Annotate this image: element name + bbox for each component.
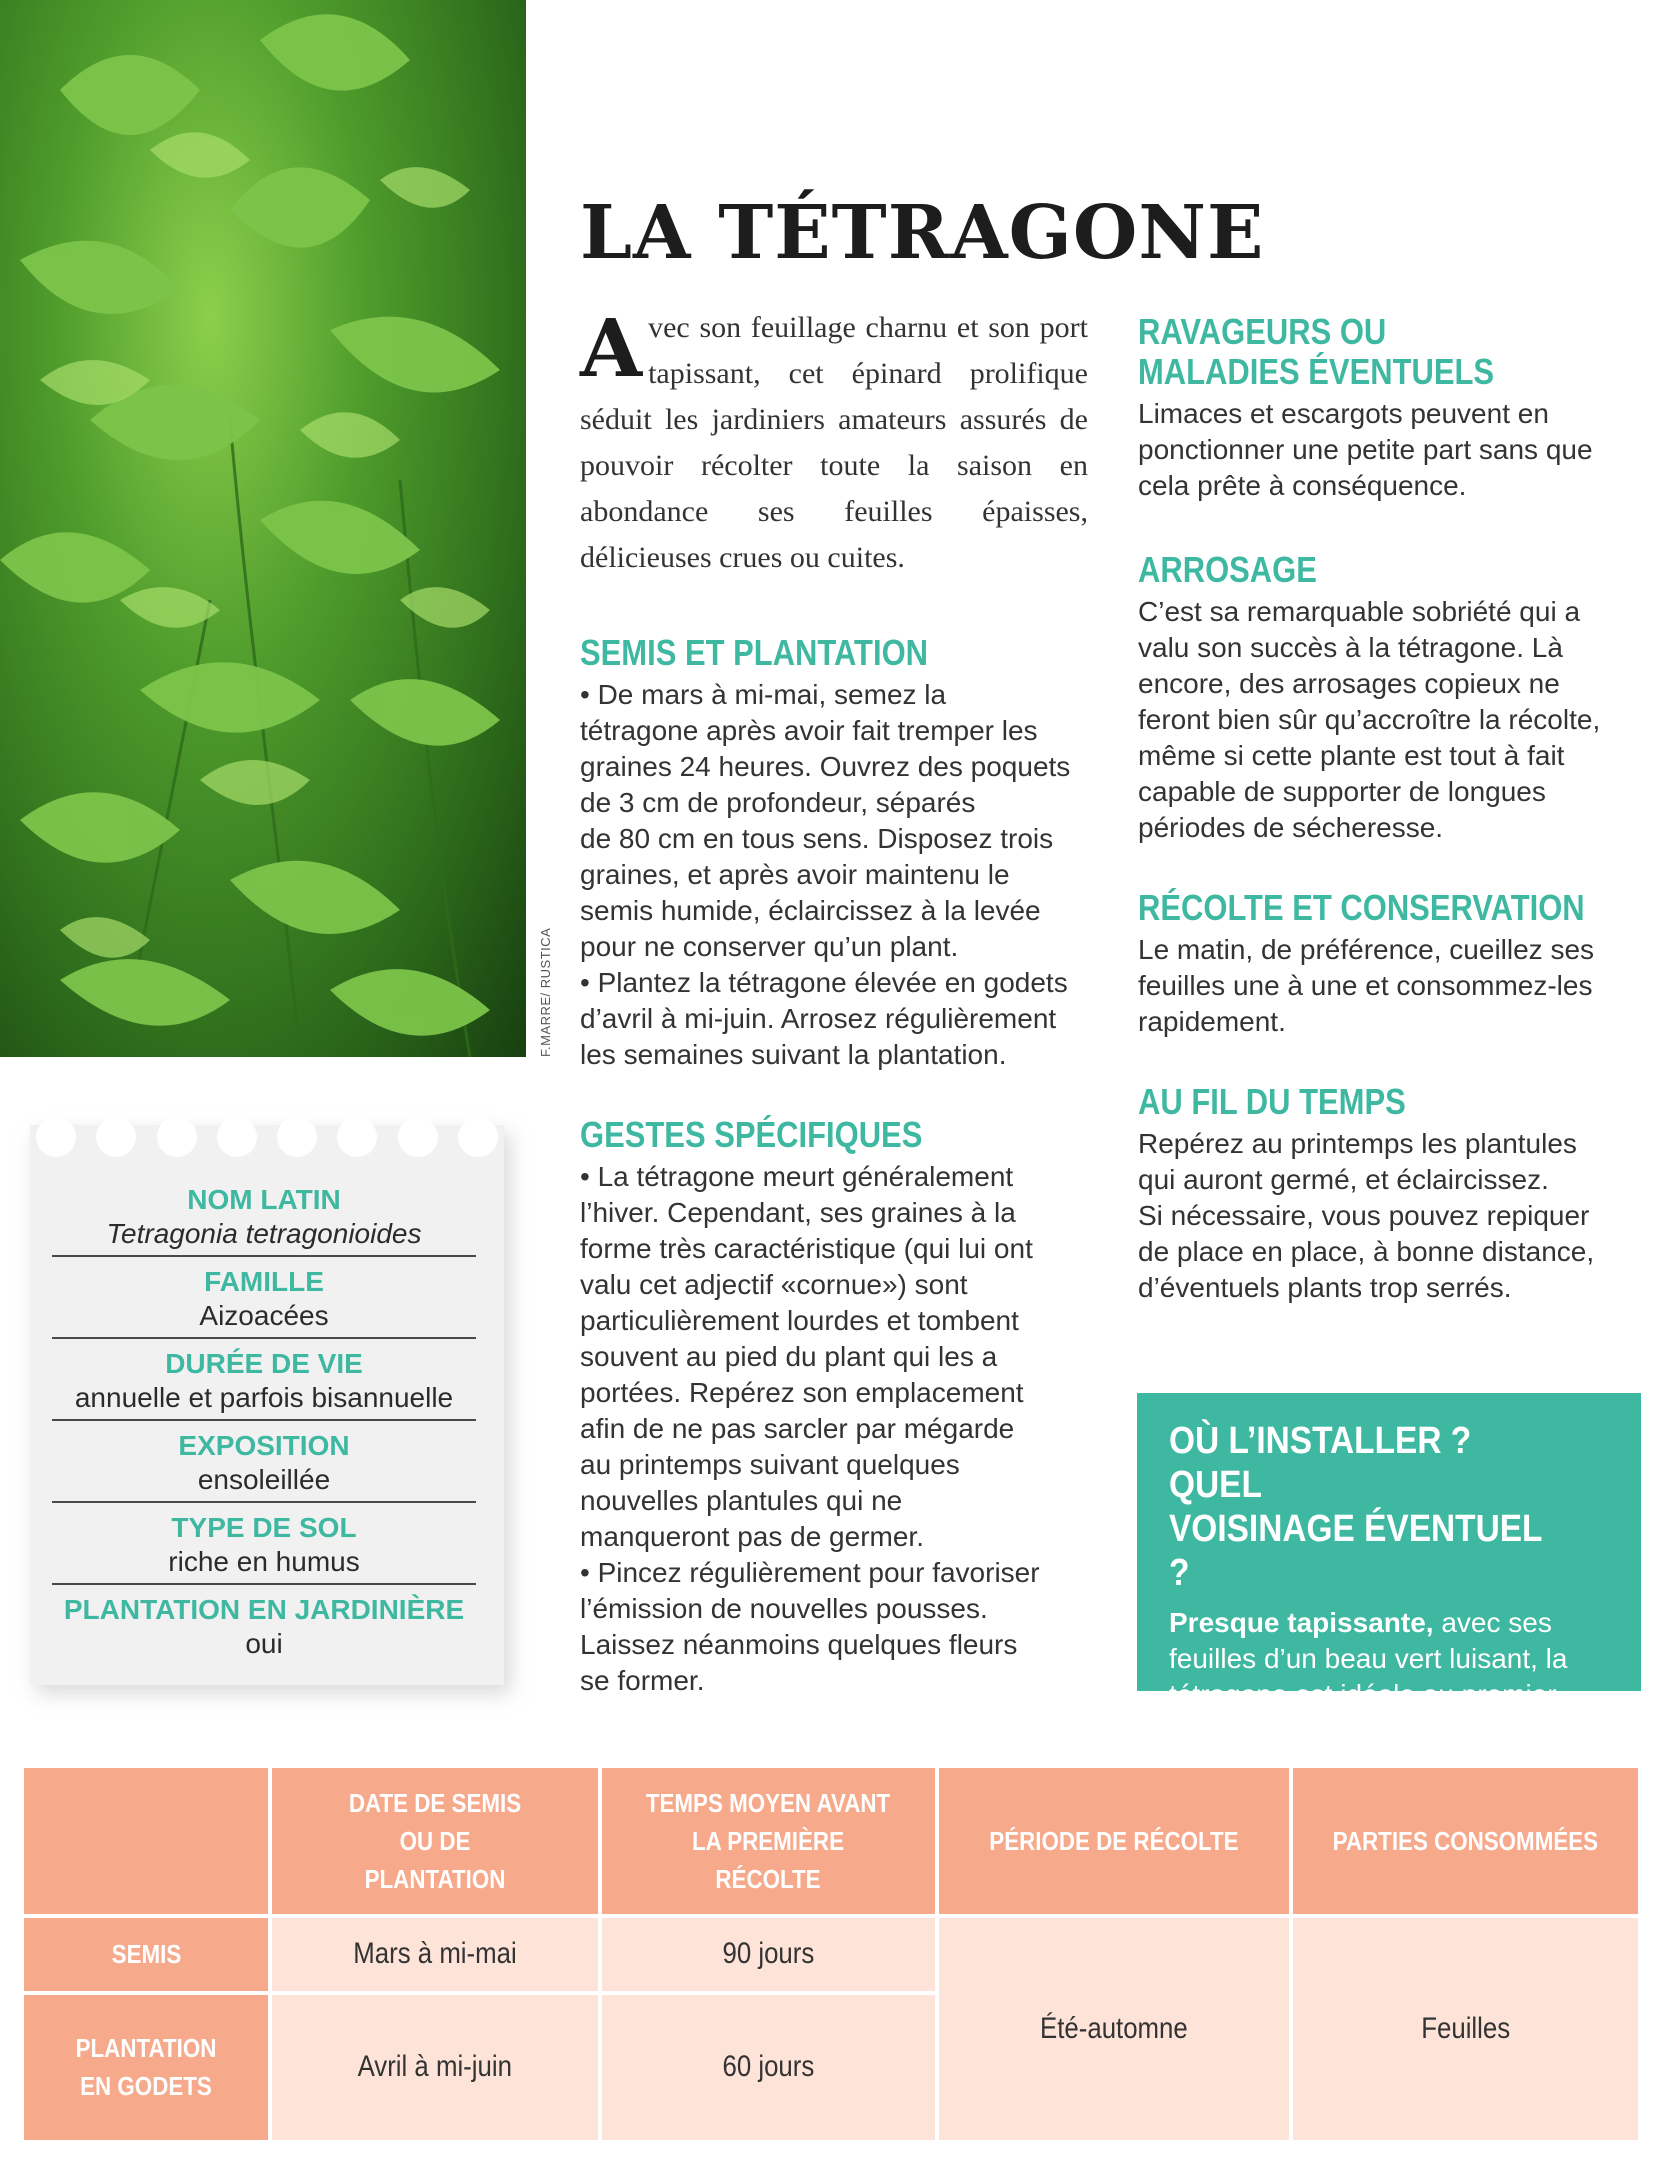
card-hole [337, 1117, 377, 1157]
card-item-plantation-jardiniere [52, 1585, 476, 1667]
table-header-period [939, 1768, 1288, 1914]
install-title: OÙ L’INSTALLER ? QUEL VOISINAGE ÉVENTUEL ? [1169, 1420, 1542, 1594]
table-header-row [24, 1768, 1638, 1914]
table-cell-delay [602, 1918, 935, 1991]
install-body [1169, 1605, 1609, 1749]
section-arrosage [1138, 550, 1643, 846]
card-item-duree-de-vie [52, 1339, 476, 1421]
card-item-famille [52, 1257, 476, 1339]
section-recolte-body: Le matin, de préférence, cueillez ses feuilles une à une et consommez-les rapidement. [1138, 934, 1595, 1037]
section-recolte [1138, 888, 1643, 1040]
card-label: NOM LATIN [187, 1184, 341, 1215]
calendar-table [20, 1764, 1642, 2144]
section-gestes-body: • La tétragone meurt généralement l’hiver. Cependant, ses graines à la forme très caractéristique (qui lui ont valu cet adjectif «cornue») sont particulièrement lourdes et tombent souvent au pied du plant qui les a portées. Repérez son emplacement afin de ne pas sarcler par mégarde au printemps suivant quelques nouvelles plantules qui ne manqueront pas de germer. • Pincez régulièrement pour favoriser l’émission de nouvelles pousses. Laissez néanmoins quelques fleurs se former. [580, 1161, 1040, 1696]
table-header-parts-label: PARTIES CONSOMMÉES [1332, 1826, 1598, 1856]
card-item-exposition [52, 1421, 476, 1503]
card-label: FAMILLE [204, 1266, 324, 1297]
section-recolte-title: RÉCOLTE ET CONSERVATION [1138, 887, 1585, 928]
intro-paragraph [580, 301, 1088, 581]
section-temps-body: Repérez au printemps les plantules qui auront germé, et éclaircissez. Si nécessaire, vous pouvez repiquer de place en place, à bonne distance, d’éventuels plants trop serrés. [1138, 1128, 1595, 1303]
section-semis [580, 633, 1100, 1073]
table-header-period-label: PÉRIODE DE RÉCOLTE [989, 1826, 1239, 1856]
leaves-illustration [0, 0, 526, 1057]
card-hole [458, 1117, 498, 1157]
intro-text: vec son feuillage charnu et son port tapissant, cet épinard prolifique séduit les jardiniers amateurs assurés de pouvoir récolter toute la saison en abondance ses feuilles épaisses, délicieuses crues ou cuites. [580, 311, 1088, 574]
card-value: oui [245, 1628, 283, 1659]
card-list [52, 1175, 476, 1667]
table-header-parts [1293, 1768, 1639, 1914]
card-value: annuelle et parfois bisannuelle [74, 1382, 454, 1413]
section-gestes-title: GESTES SPÉCIFIQUES [580, 1114, 923, 1155]
section-arrosage-title: ARROSAGE [1138, 549, 1317, 590]
photo-credit: F.MARRE/ RUSTICA [538, 927, 553, 1057]
table-cell-delay [602, 1995, 935, 2140]
card-value: riche en humus [168, 1546, 360, 1577]
info-card [30, 1125, 504, 1685]
card-label: TYPE DE SOL [171, 1512, 357, 1543]
card-hole [398, 1117, 438, 1157]
section-ravageurs [1138, 312, 1643, 504]
card-holes [36, 1117, 498, 1157]
table-row-label-text: PLANTATION EN GODETS [75, 2033, 217, 2102]
page-title: LA TÉTRAGONE [580, 190, 1265, 276]
table-cell-date-text: Mars à mi-mai [353, 1937, 517, 1971]
card-hole [96, 1117, 136, 1157]
section-ravageurs-title: RAVAGEURS OU MALADIES ÉVENTUELS [1138, 311, 1495, 392]
section-semis-body: • De mars à mi-mai, semez la tétragone après avoir fait tremper les graines 24 heures. Ouvrez des poquets de 3 cm de profondeur, séparés de 80 cm en tous sens. Disposez trois graines, et après avoir maintenu le semis humide, éclaircissez à la levée pour ne conserver qu’un plant. • Plantez la tétragone élevée en godets d’avril à mi-juin. Arrosez régulièrement les semaines suivant la plantation. [580, 679, 1071, 1070]
card-label: PLANTATION EN JARDINIÈRE [63, 1594, 465, 1625]
card-hole [157, 1117, 197, 1157]
table-cell-parts-text: Feuilles [1420, 2012, 1510, 2045]
table-cell-period [939, 1918, 1288, 2140]
section-arrosage-body: C’est sa remarquable sobriété qui a valu son succès à la tétragone. Là encore, des arrosages copieux ne feront bien sûr qu’accroître la récolte, même si cette plante est tout à fait capable de supporter de longues périodes de sécheresse. [1138, 596, 1601, 843]
drop-cap: A [580, 301, 643, 395]
table-row [24, 1918, 1638, 1991]
section-temps-title: AU FIL DU TEMPS [1138, 1081, 1406, 1122]
card-label: DURÉE DE VIE [165, 1348, 363, 1379]
table-header-date [272, 1768, 597, 1914]
table-cell-date [272, 1995, 597, 2140]
plant-photo [0, 0, 526, 1057]
card-label: EXPOSITION [178, 1430, 350, 1461]
table-cell-period-text: Été-automne [1039, 2012, 1188, 2045]
section-gestes [580, 1115, 1100, 1699]
card-item-nom-latin [52, 1175, 476, 1257]
section-semis-title: SEMIS ET PLANTATION [580, 632, 929, 673]
table-cell-delay-text: 60 jours [722, 2050, 815, 2084]
table-header-delay-label: TEMPS MOYEN AVANT LA PREMIÈRE RÉCOLTE [646, 1788, 891, 1894]
table-cell-date-text: Avril à mi-juin [357, 2050, 513, 2084]
install-text: avec ses feuilles d’un beau vert luisant, la tétragone est idéale au premier plan de vos bordures. [1169, 1607, 1568, 1746]
card-hole [277, 1117, 317, 1157]
section-ravageurs-body: Limaces et escargots peuvent en ponctionner une petite part sans que cela prête à conséquence. [1138, 398, 1593, 501]
card-hole [217, 1117, 257, 1157]
table-cell-date [272, 1918, 597, 1991]
table-cell-delay-text: 90 jours [722, 1937, 815, 1971]
table-header-delay [602, 1768, 935, 1914]
table-cell-parts [1293, 1918, 1639, 2140]
card-value: Aizoacées [199, 1300, 329, 1331]
install-box [1137, 1393, 1641, 1746]
table-row-label [24, 1995, 268, 2140]
card-value: Tetragonia tetragonioides [106, 1218, 422, 1249]
section-temps [1138, 1082, 1643, 1306]
card-hole [36, 1117, 76, 1157]
card-value: ensoleillée [197, 1464, 331, 1495]
table-header-date-label: DATE DE SEMIS OU DE PLANTATION [348, 1788, 522, 1894]
card-item-type-de-sol [52, 1503, 476, 1585]
table-row-label [24, 1918, 268, 1991]
install-bold: Presque tapissante, [1169, 1607, 1434, 1638]
table-row-label-text: SEMIS [111, 1939, 182, 1970]
table-header-empty [24, 1768, 268, 1914]
